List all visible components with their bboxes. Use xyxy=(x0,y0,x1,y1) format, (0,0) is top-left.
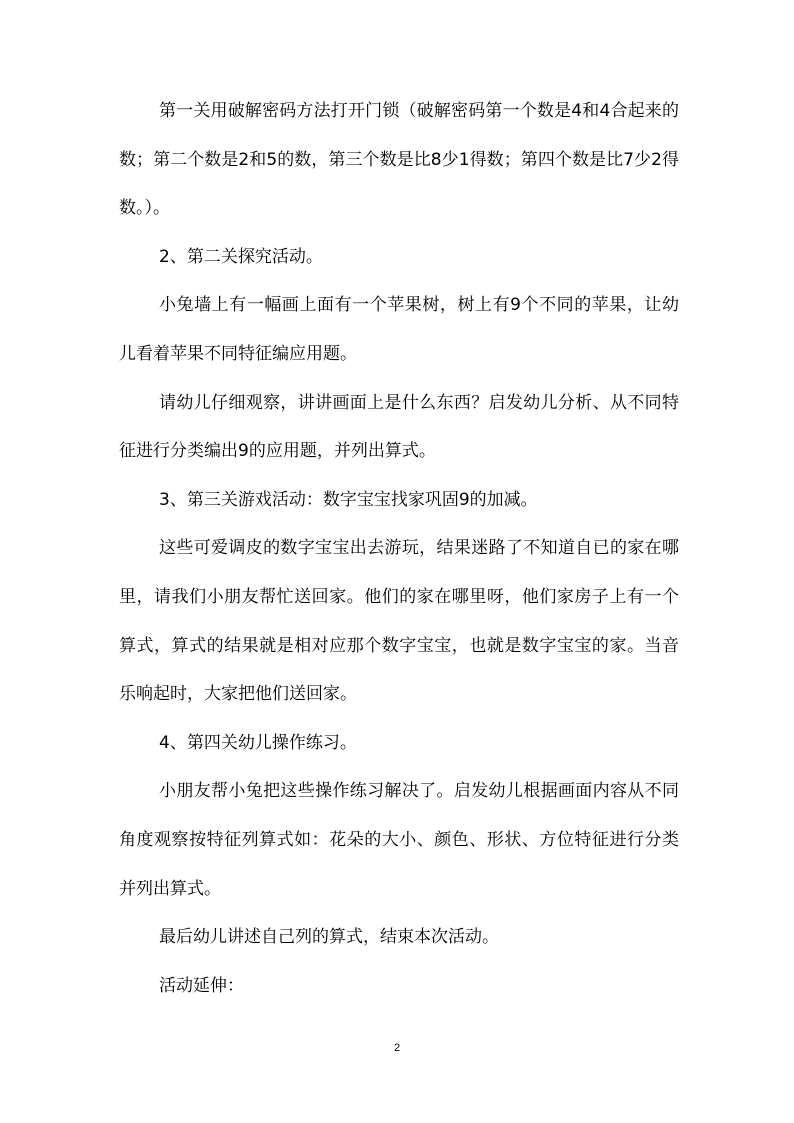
paragraph-observe: 请幼儿仔细观察，讲讲画面上是什么东西？启发幼儿分析、从不同特征进行分类编出9的应用题，并列出算式。 xyxy=(119,392,679,462)
paragraph-apple-tree: 小兔墙上有一幅画上面有一个苹果树，树上有9个不同的苹果，让幼儿看着苹果不同特征编应用题。 xyxy=(119,295,679,364)
document-body xyxy=(119,87,679,1010)
paragraph-number-babies: 这些可爱调皮的数字宝宝出去游玩，结果迷路了不知道自已的家在哪里，请我们小朋友帮忙送回家。他们的家在哪里呀，他们家房子上有一个算式，算式的结果就是相对应那个数字宝宝，也就是数字宝宝的家。当音乐响起时，大家把他们送回家。 xyxy=(119,538,679,705)
heading-level-four: 4、第四关幼儿操作练习。 xyxy=(159,732,357,753)
paragraph-practice: 小朋友帮小兔把这些操作练习解决了。启发幼儿根据画面内容从不同角度观察按特征列算式如：花朵的大小、颜色、形状、方位特征进行分类并列出算式。 xyxy=(119,781,679,899)
heading-activity-extension: 活动延伸： xyxy=(159,975,244,996)
paragraph-level-one-lock: 第一关用破解密码方法打开门锁（破解密码第一个数是4和4合起来的数；第二个数是2和5的数，第三个数是比8少1得数；第四个数是比7少2得数。）。 xyxy=(119,101,679,219)
paragraph-conclusion: 最后幼儿讲述自己列的算式，结束本次活动。 xyxy=(159,927,499,948)
heading-level-three: 3、第三关游戏活动：数字宝宝找家巩固9的加减。 xyxy=(159,489,538,510)
heading-level-two: 2、第二关探究活动。 xyxy=(159,246,323,267)
page-number: 2 xyxy=(393,1042,401,1054)
